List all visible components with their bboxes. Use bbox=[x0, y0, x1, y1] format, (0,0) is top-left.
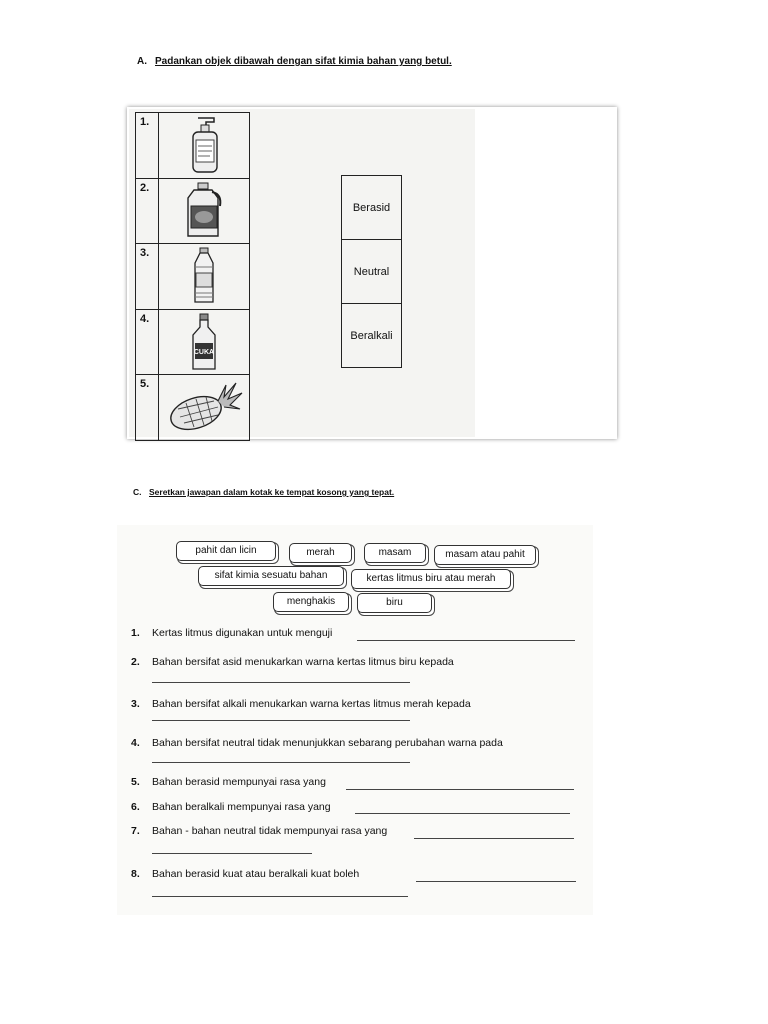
table-row bbox=[136, 309, 250, 375]
property-options bbox=[341, 175, 402, 368]
cuka-label: CUKA bbox=[193, 348, 215, 356]
answer-blank-5[interactable] bbox=[346, 789, 574, 790]
item-number: 4. bbox=[136, 309, 159, 375]
option-beralkali[interactable]: Beralkali bbox=[350, 329, 393, 342]
table-row bbox=[136, 375, 250, 441]
section-a-heading bbox=[137, 56, 452, 67]
question-number: 7. bbox=[131, 825, 140, 837]
item-number: 1. bbox=[136, 113, 159, 179]
answer-blank-6[interactable] bbox=[355, 813, 570, 814]
question-text: Bahan berasid mempunyai rasa yang bbox=[152, 776, 326, 788]
choice-menghakis[interactable]: menghakis bbox=[273, 592, 349, 612]
choice-biru[interactable]: biru bbox=[357, 593, 432, 613]
option-berasid[interactable]: Berasid bbox=[342, 176, 401, 240]
choice-sifat-kimia[interactable]: sifat kimia sesuatu bahan bbox=[198, 566, 344, 586]
matching-exercise-panel bbox=[127, 107, 617, 439]
question-text: Bahan bersifat alkali menukarkan warna kertas litmus merah kepada bbox=[152, 698, 471, 710]
section-a-instruction: Padankan objek dibawah dengan sifat kimia bahan yang betul. bbox=[155, 56, 452, 67]
choice-merah[interactable]: merah bbox=[289, 543, 352, 563]
section-c-instruction: Seretkan jawapan dalam kotak ke tempat kosong yang tepat. bbox=[149, 487, 395, 497]
choice-pahit-dan-licin[interactable]: pahit dan licin bbox=[176, 541, 276, 561]
answer-blank-3[interactable] bbox=[152, 720, 410, 721]
choice-kertas-litmus[interactable]: kertas litmus biru atau merah bbox=[351, 569, 511, 589]
jug-bottle-icon bbox=[182, 182, 226, 240]
pineapple-icon bbox=[164, 379, 244, 435]
question-number: 6. bbox=[131, 801, 140, 813]
question-text: Bahan - bahan neutral tidak mempunyai rasa yang bbox=[152, 825, 388, 837]
water-bottle-icon bbox=[189, 247, 219, 305]
scanned-worksheet bbox=[129, 109, 475, 437]
table-row bbox=[136, 113, 250, 179]
answer-blank-1[interactable] bbox=[357, 640, 575, 641]
question-number: 3. bbox=[131, 698, 140, 710]
section-a-letter: A. bbox=[137, 56, 147, 67]
question-number: 1. bbox=[131, 627, 140, 639]
question-text: Bahan beralkali mempunyai rasa yang bbox=[152, 801, 331, 813]
question-text: Bahan bersifat neutral tidak menunjukkan sebarang perubahan warna pada bbox=[152, 737, 503, 749]
question-number: 5. bbox=[131, 776, 140, 788]
answer-blank-7a[interactable] bbox=[414, 838, 574, 839]
question-number: 2. bbox=[131, 656, 140, 668]
option-neutral[interactable]: Neutral bbox=[342, 240, 401, 304]
question-text: Kertas litmus digunakan untuk menguji bbox=[152, 627, 333, 639]
question-number: 8. bbox=[131, 868, 140, 880]
section-c-letter: C. bbox=[133, 487, 142, 497]
answer-blank-2[interactable] bbox=[152, 682, 410, 683]
answer-blank-7b[interactable] bbox=[152, 853, 312, 854]
cuka-bottle-icon bbox=[188, 313, 220, 371]
question-text: Bahan berasid kuat atau beralkali kuat boleh bbox=[152, 868, 360, 880]
question-number: 4. bbox=[131, 737, 140, 749]
objects-table bbox=[135, 112, 250, 441]
question-text: Bahan bersifat asid menukarkan warna kertas litmus biru kepada bbox=[152, 656, 454, 668]
section-c-heading bbox=[133, 487, 394, 497]
choice-masam[interactable]: masam bbox=[364, 543, 426, 563]
choice-masam-atau-pahit[interactable]: masam atau pahit bbox=[434, 545, 536, 565]
item-number: 5. bbox=[136, 375, 159, 441]
pump-bottle-icon bbox=[184, 116, 224, 174]
answer-blank-8a[interactable] bbox=[416, 881, 576, 882]
item-number: 3. bbox=[136, 244, 159, 310]
answer-blank-8b[interactable] bbox=[152, 896, 408, 897]
table-row bbox=[136, 244, 250, 310]
table-row bbox=[136, 178, 250, 244]
answer-blank-4[interactable] bbox=[152, 762, 410, 763]
item-number: 2. bbox=[136, 178, 159, 244]
